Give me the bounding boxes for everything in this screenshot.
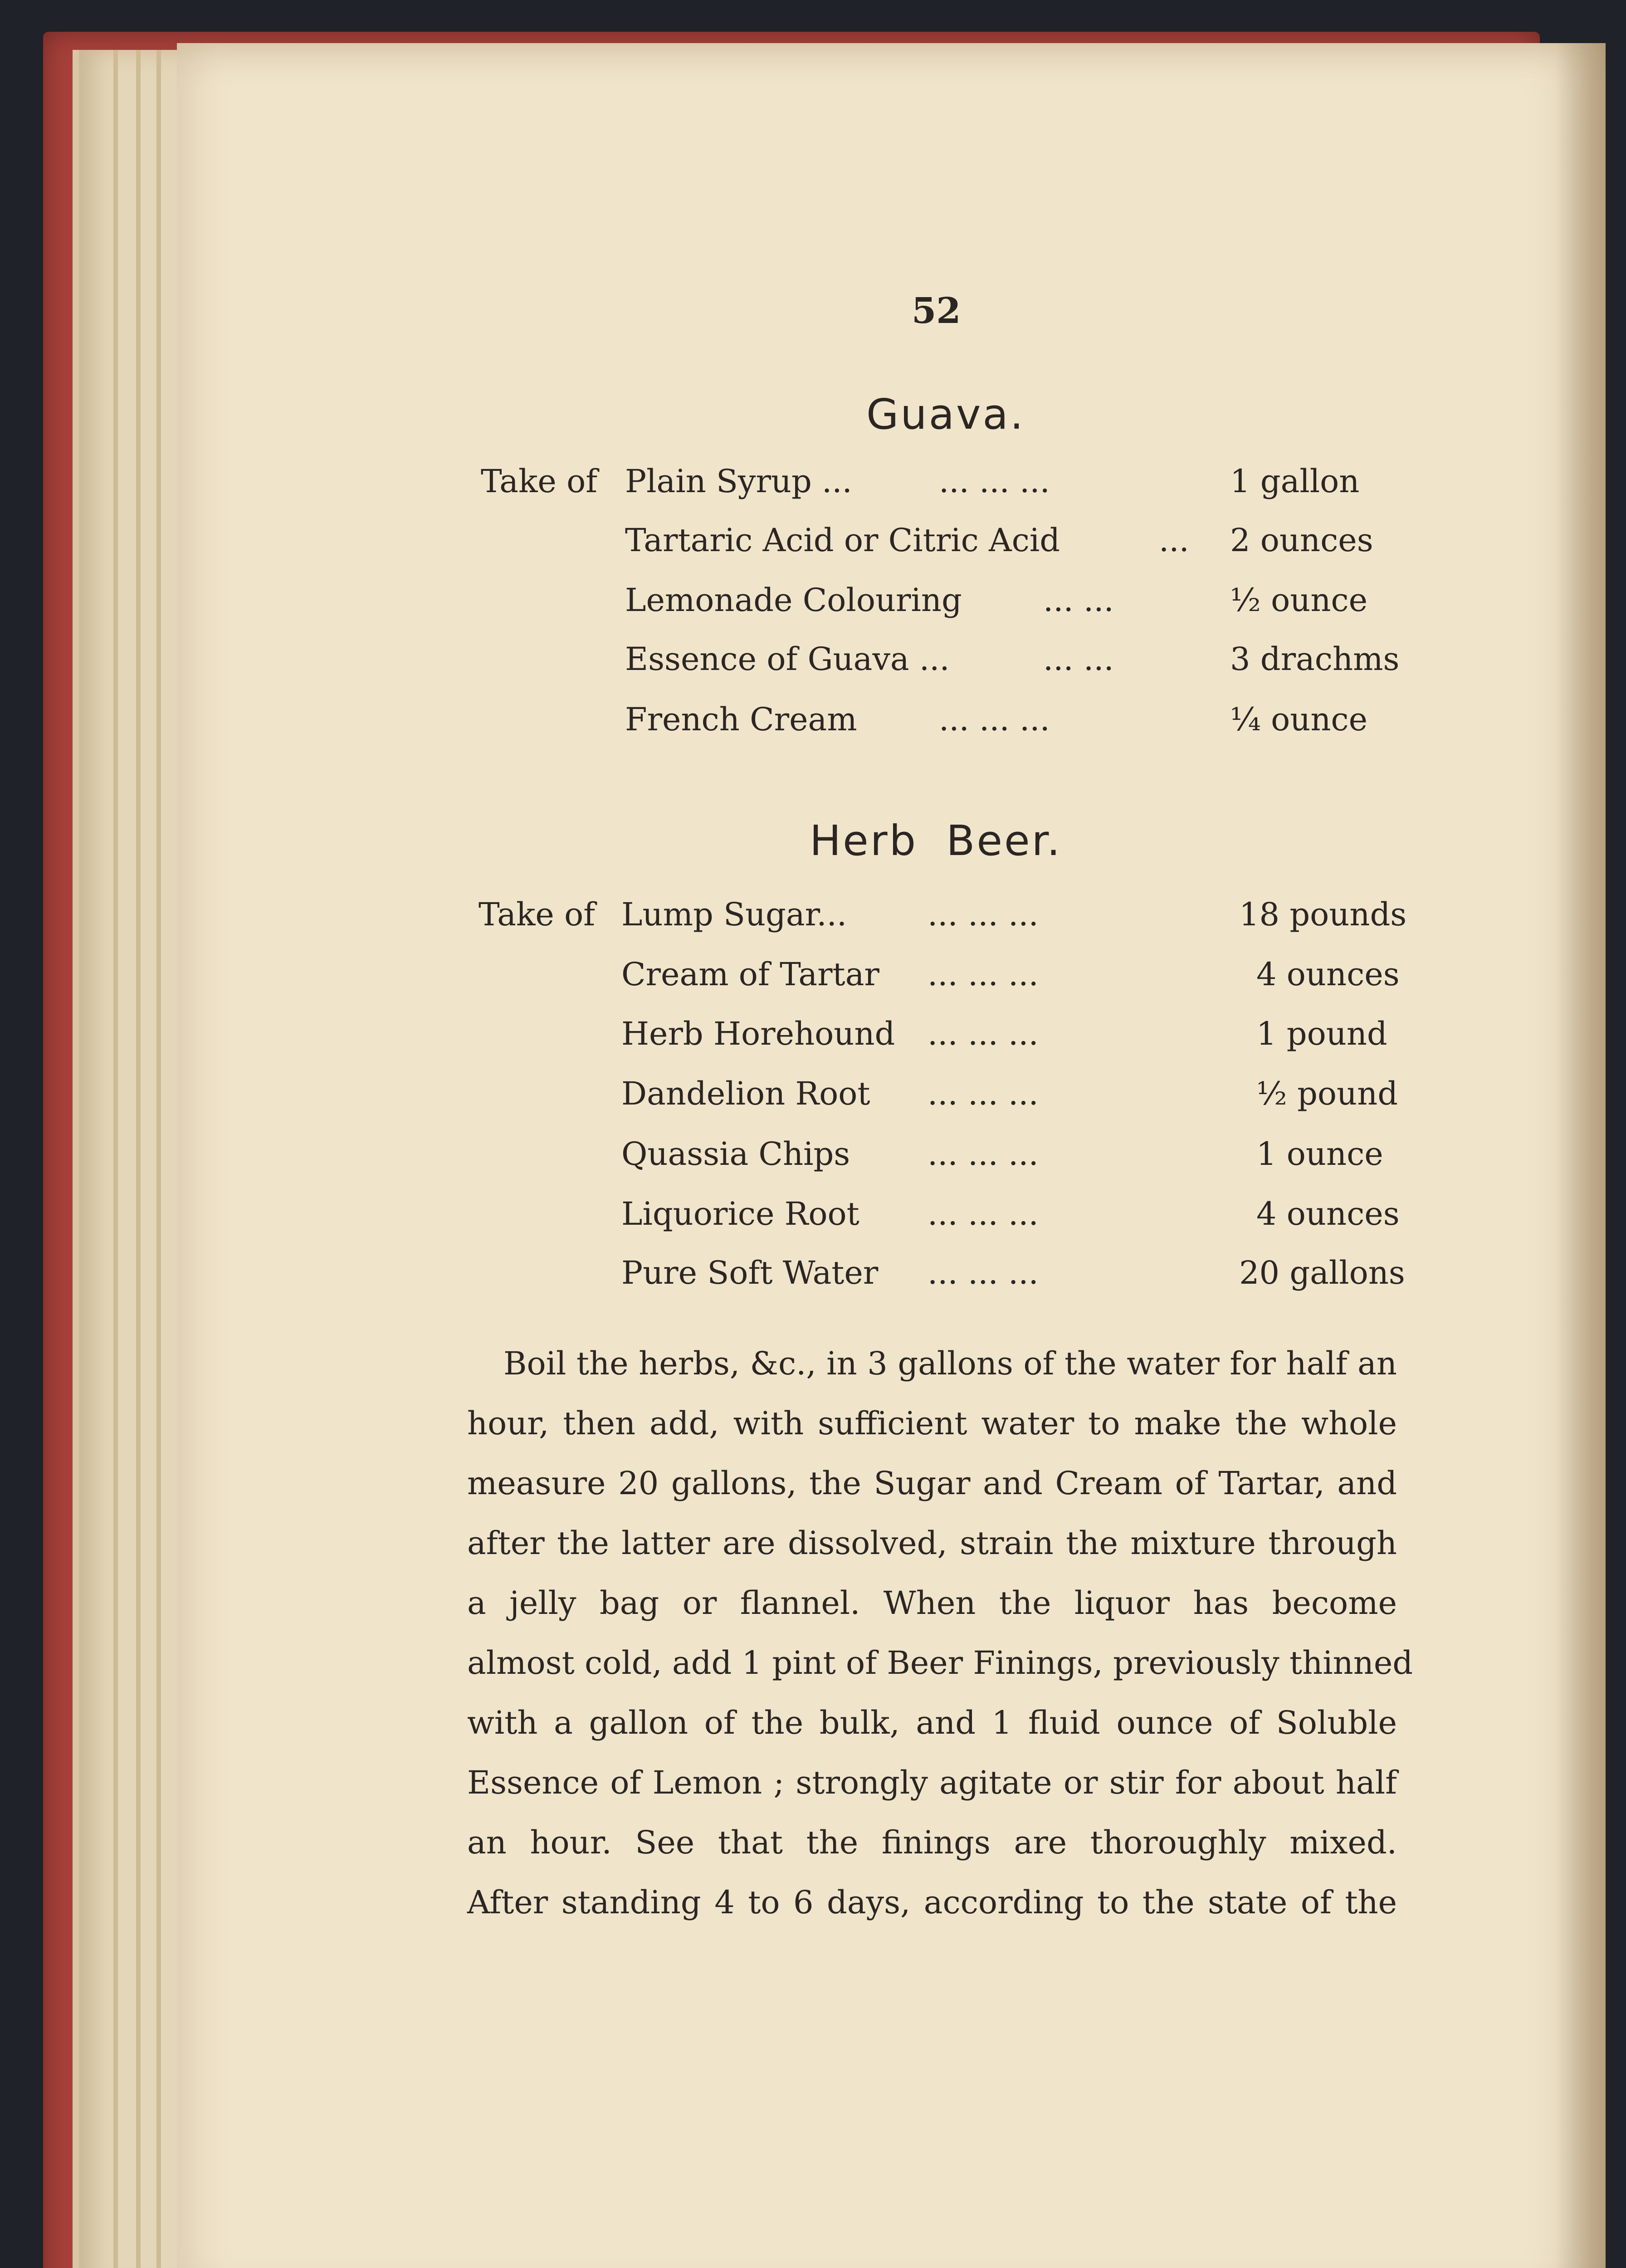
guava-heading: Guava. <box>866 390 1025 439</box>
dot-leaders: ... ... ... <box>928 1195 1039 1232</box>
herb-beer-take-of: Take of <box>479 896 596 933</box>
ingredient-quantity: 18 pounds <box>1239 896 1407 933</box>
ingredient-quantity: 4 ounces <box>1256 1195 1400 1232</box>
leaf-edge <box>113 50 118 2268</box>
ingredient-quantity: ½ pound <box>1256 1075 1398 1112</box>
dot-leaders: ... <box>1159 522 1189 559</box>
ingredient-quantity: ¼ ounce <box>1230 701 1368 738</box>
ingredient-name: Quassia Chips <box>621 1135 850 1173</box>
ingredient-name: Pure Soft Water <box>621 1254 879 1291</box>
paragraph-line: a jelly bag or flannel. When the liquor has become <box>467 1584 1397 1622</box>
ingredient-quantity: 2 ounces <box>1230 522 1373 559</box>
ingredient-quantity: 1 ounce <box>1256 1135 1383 1173</box>
ingredient-name: Tartaric Acid or Citric Acid <box>625 522 1060 559</box>
ingredient-quantity: 1 pound <box>1256 1015 1387 1052</box>
paragraph-line: Essence of Lemon ; strongly agitate or stir for about half <box>467 1764 1397 1801</box>
guava-take-of: Take of <box>481 463 598 500</box>
dot-leaders: ... ... ... <box>928 1135 1039 1173</box>
ingredient-name: Dandelion Root <box>621 1075 870 1112</box>
ingredient-quantity: 1 gallon <box>1230 463 1360 500</box>
ingredient-name: Lemonade Colouring <box>625 582 962 619</box>
leaf-edge <box>156 50 161 2268</box>
dot-leaders: ... ... ... <box>939 463 1050 500</box>
ingredient-quantity: 20 gallons <box>1239 1254 1405 1291</box>
dot-leaders: ... ... <box>1043 582 1114 619</box>
paragraph-line: almost cold, add 1 pint of Beer Finings, previously thinned <box>467 1644 1413 1681</box>
dot-leaders: ... ... ... <box>928 1015 1039 1052</box>
paragraph-line: measure 20 gallons, the Sugar and Cream of Tartar, and <box>467 1465 1397 1502</box>
ingredient-quantity: ½ ounce <box>1230 582 1368 619</box>
ingredient-name: Herb Horehound <box>621 1015 895 1052</box>
ingredient-quantity: 3 drachms <box>1230 640 1400 678</box>
page-gutter <box>1556 43 1606 2268</box>
ingredient-name: Cream of Tartar <box>621 956 879 993</box>
instructions-paragraph <box>467 1345 1413 1944</box>
ingredient-name: Essence of Guava ... <box>625 640 950 678</box>
dot-leaders: ... ... <box>1043 640 1114 678</box>
paragraph-line: after the latter are dissolved, strain the mixture through <box>467 1525 1397 1562</box>
ingredient-name: French Cream <box>625 701 857 738</box>
dot-leaders: ... ... ... <box>939 701 1050 738</box>
ingredient-name: Liquorice Root <box>621 1195 859 1232</box>
page-number: 52 <box>912 290 961 332</box>
ingredient-name: Plain Syrup ... <box>625 463 852 500</box>
dot-leaders: ... ... ... <box>928 1254 1039 1291</box>
leaf-edge <box>136 50 141 2268</box>
dot-leaders: ... ... ... <box>928 956 1039 993</box>
paragraph-line: an hour. See that the finings are thoroughly mixed. <box>467 1824 1397 1861</box>
paragraph-line: Boil the herbs, &c., in 3 gallons of the water for half an <box>503 1345 1397 1382</box>
dot-leaders: ... ... ... <box>928 1075 1039 1112</box>
paragraph-line: with a gallon of the bulk, and 1 fluid ounce of Soluble <box>467 1704 1397 1741</box>
paragraph-line: After standing 4 to 6 days, according to the state of the <box>467 1884 1397 1921</box>
herb-beer-heading: Herb Beer. <box>810 816 1062 865</box>
ingredient-quantity: 4 ounces <box>1256 956 1400 993</box>
ingredient-name: Lump Sugar... <box>621 896 847 933</box>
dot-leaders: ... ... ... <box>928 896 1039 933</box>
paragraph-line: hour, then add, with sufficient water to make the whole <box>467 1405 1397 1442</box>
